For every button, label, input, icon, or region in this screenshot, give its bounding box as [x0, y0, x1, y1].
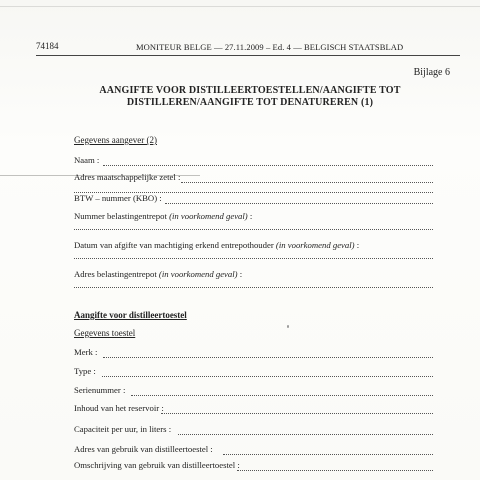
title-line-2: DISTILLEREN/AANGIFTE TOT DENATUREREN (1) [126, 97, 374, 108]
field-vat-label: BTW – nummer (KBO) : [74, 193, 162, 203]
title-line-1: AANGIFTE VOOR DISTILLEERTOESTELLEN/AANGIFTE TOT [99, 85, 401, 96]
field-vat-line[interactable] [165, 202, 433, 204]
page-number: 74184 [36, 41, 59, 51]
field-reservoir-line[interactable] [161, 412, 433, 414]
field-brand-line[interactable] [103, 356, 433, 358]
field-authorization-date-line[interactable] [74, 257, 433, 259]
field-name-label: Naam : [74, 155, 100, 165]
field-capacity-line[interactable] [178, 433, 433, 435]
field-registered-office-line[interactable] [181, 181, 433, 183]
document-title [80, 85, 420, 109]
field-usage-description-label: Omschrijving van gebruik van distilleertoestel : [74, 460, 240, 470]
field-warehouse-address-label: Adres belastingentrepot (in voorkomend geval) : [74, 269, 243, 279]
field-registered-office-label: Adres maatschappelijke zetel : [74, 172, 181, 182]
section-device-heading: Aangifte voor distilleertoestel [74, 310, 187, 320]
field-warehouse-address-line[interactable] [74, 286, 433, 288]
annex-label: Bijlage 6 [413, 67, 450, 78]
running-title: MONITEUR BELGE — 27.11.2009 – Ed. 4 — BELGISCH STAATSBLAD [136, 42, 404, 52]
field-warehouse-number-line[interactable] [74, 228, 433, 230]
running-header [36, 41, 460, 55]
field-authorization-date-label: Datum van afgifte van machtiging erkend entrepothouder (in voorkomend geval) : [74, 240, 360, 250]
field-serial-label: Serienummer : [74, 385, 126, 395]
field-usage-address-line[interactable] [223, 453, 433, 455]
section-device-data-heading: Gegevens toestel [74, 328, 136, 338]
field-type-line[interactable] [102, 375, 433, 377]
field-usage-description-line[interactable] [237, 469, 433, 471]
field-usage-address-label: Adres van gebruik van distilleertoestel : [74, 444, 213, 454]
field-type-label: Type : [74, 366, 96, 376]
field-serial-line[interactable] [131, 394, 433, 396]
field-warehouse-number-label: Nummer belastingentrepot (in voorkomend geval) : [74, 211, 253, 221]
header-rule [36, 55, 460, 56]
scan-speck [287, 325, 289, 328]
section-declarant-heading: Gegevens aangever (2) [74, 135, 157, 145]
field-name-line[interactable] [103, 164, 433, 166]
scan-artifact-line [0, 6, 480, 7]
field-capacity-label: Capaciteit per uur, in liters : [74, 424, 172, 434]
field-brand-label: Merk : [74, 347, 98, 357]
field-reservoir-label: Inhoud van het reservoir : [74, 403, 164, 413]
